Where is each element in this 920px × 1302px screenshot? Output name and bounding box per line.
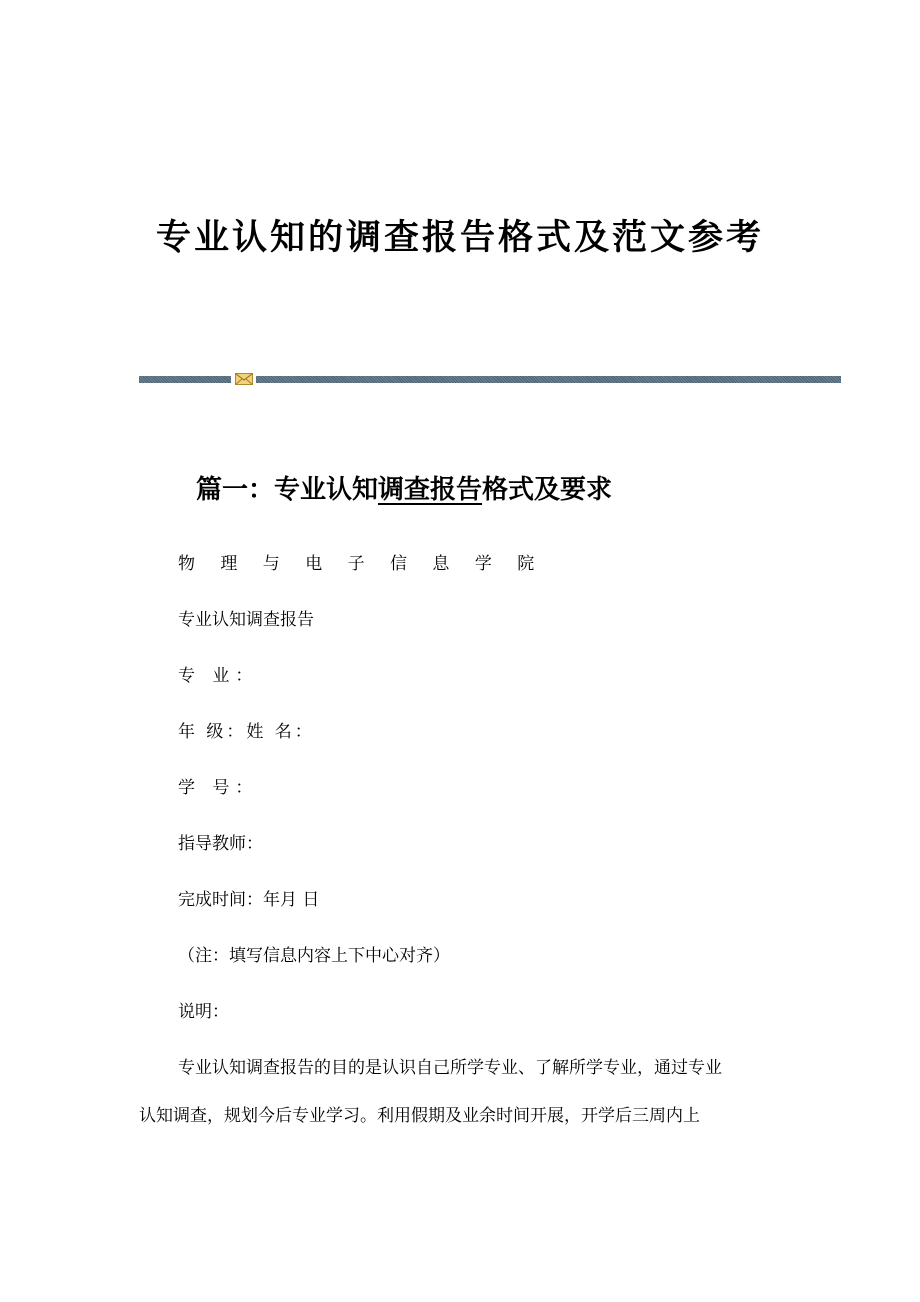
section-heading-link[interactable]: 调查报告 xyxy=(378,475,483,505)
school-line: 物 理 与 电 子 信 息 学 院 xyxy=(178,554,545,574)
section-heading-prefix: 篇一：专业认知 xyxy=(196,475,379,505)
title-divider xyxy=(0,373,920,385)
note-line: （注：填写信息内容上下中心对齐） xyxy=(178,946,450,966)
divider-bar-left xyxy=(139,376,231,383)
completion-time-line: 完成时间：年月 日 xyxy=(178,890,320,910)
document-title: 专业认知的调查报告格式及范文参考 xyxy=(155,217,764,258)
section-heading-suffix: 格式及要求 xyxy=(482,475,613,505)
paragraph-line-2: 认知调查，规划今后专业学习。利用假期及业余时间开展，开学后三周内上 xyxy=(139,1106,700,1126)
envelope-icon xyxy=(235,373,253,385)
major-line: 专 业： xyxy=(178,666,259,686)
section-heading xyxy=(196,470,612,510)
explanation-line: 说明： xyxy=(178,1002,229,1022)
report-title-line: 专业认知调查报告 xyxy=(178,610,314,630)
paragraph-line-1: 专业认知调查报告的目的是认识自己所学专业、了解所学专业，通过专业 xyxy=(178,1058,722,1078)
student-id-line: 学 号： xyxy=(178,778,259,798)
advisor-line: 指导教师： xyxy=(178,834,263,854)
grade-name-line: 年 级：姓 名： xyxy=(178,722,315,742)
divider-bar-right xyxy=(256,376,841,383)
